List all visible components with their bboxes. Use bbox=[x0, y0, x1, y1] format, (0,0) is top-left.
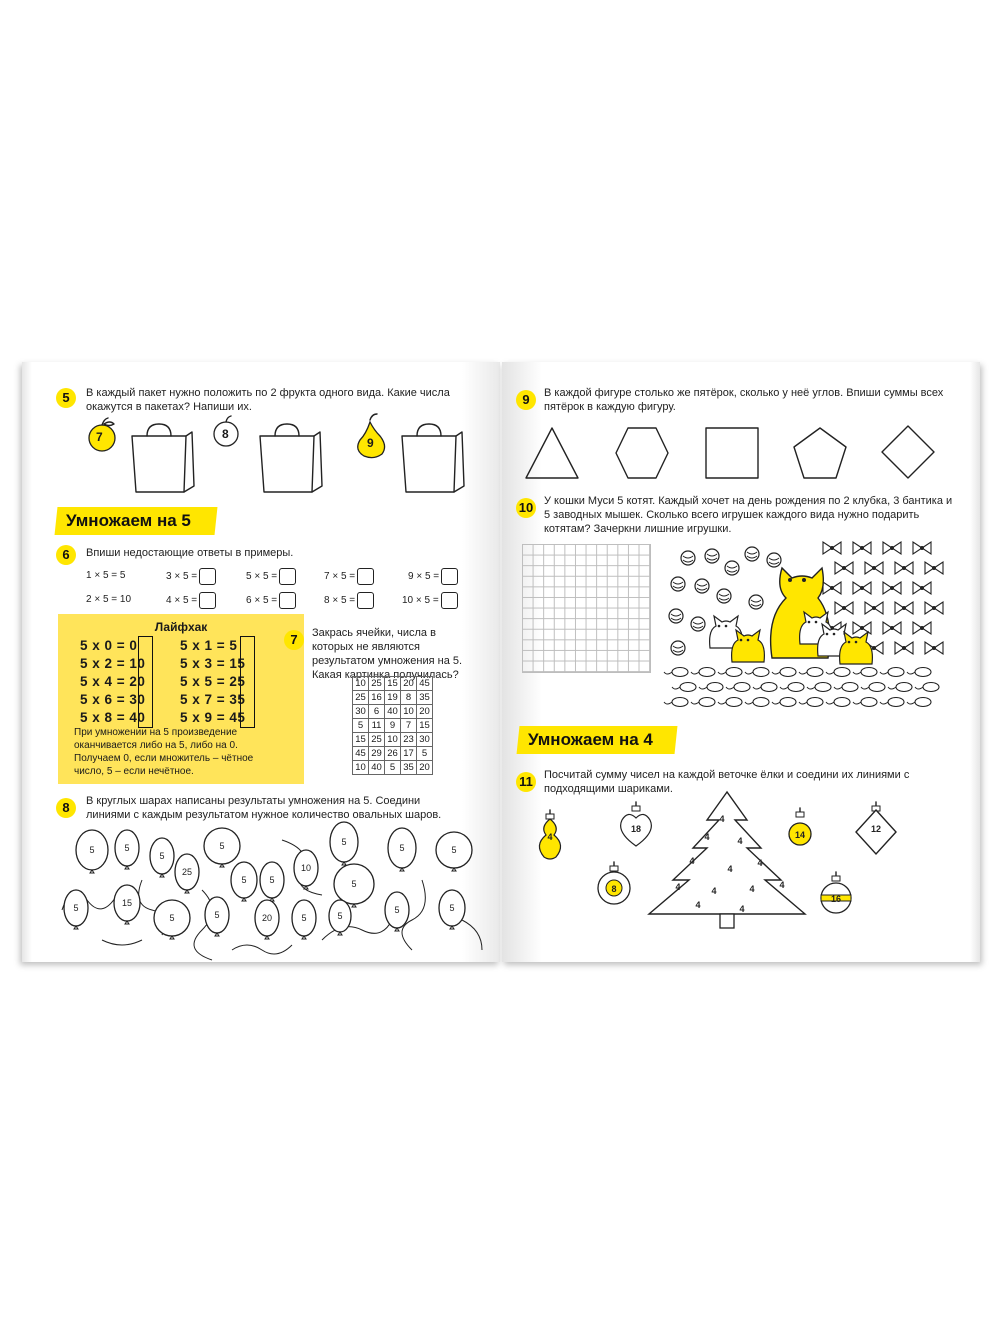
balloon-string bbox=[232, 945, 292, 954]
task-text: Посчитай сумму чисел на каждой веточке ёлки и соедини их линиями с подходящими шариками. bbox=[544, 769, 910, 795]
mouse-icon bbox=[853, 698, 877, 707]
task-number: 5 bbox=[56, 388, 76, 408]
grid-row bbox=[353, 747, 433, 761]
branch-number: 4 bbox=[695, 900, 701, 910]
balloon-number: 5 bbox=[269, 875, 275, 885]
ball-of-yarn-icon bbox=[717, 589, 731, 603]
ornament-number: 4 bbox=[547, 832, 553, 842]
example bbox=[408, 568, 458, 585]
cat-icon bbox=[732, 630, 765, 662]
answer-box[interactable] bbox=[357, 592, 374, 609]
fruit-number: 8 bbox=[222, 427, 229, 441]
answer-box[interactable] bbox=[357, 568, 374, 585]
answer-box[interactable] bbox=[279, 592, 296, 609]
bow-icon bbox=[913, 542, 931, 554]
mouse-icon bbox=[907, 698, 931, 707]
balloon-number: 5 bbox=[351, 879, 357, 889]
mouse-icon bbox=[799, 698, 823, 707]
triangle-shape bbox=[526, 428, 578, 478]
mouse-icon bbox=[664, 698, 688, 707]
branch-number: 4 bbox=[727, 864, 733, 874]
example-text: 8 × 5 = bbox=[324, 595, 356, 607]
example bbox=[246, 592, 296, 609]
bag-icon bbox=[260, 424, 322, 492]
lifehack-row: 5 x 4 = 20 bbox=[80, 674, 146, 689]
mouse-icon bbox=[691, 668, 715, 677]
lifehack-row: 5 x 8 = 40 bbox=[80, 710, 146, 725]
lifehack-row: 5 x 2 = 10 bbox=[80, 656, 146, 671]
balloon-number: 15 bbox=[121, 898, 133, 908]
mouse-icon bbox=[799, 668, 823, 677]
grid-cell[interactable]: 9 bbox=[385, 719, 401, 733]
grid-cell[interactable]: 20 bbox=[401, 677, 417, 691]
grid-row bbox=[353, 705, 433, 719]
bow-icon bbox=[865, 602, 883, 614]
balloon-number: 5 bbox=[337, 911, 343, 921]
example-text: 7 × 5 = bbox=[324, 571, 356, 583]
balloon-string bbox=[462, 920, 482, 950]
task-number: 10 bbox=[516, 498, 536, 518]
branch-number: 4 bbox=[719, 814, 725, 824]
balloon-number: 5 bbox=[451, 845, 457, 855]
branch-number: 4 bbox=[704, 832, 710, 842]
grid-cell[interactable]: 25 bbox=[369, 677, 385, 691]
bow-icon bbox=[883, 582, 901, 594]
grid-cell[interactable]: 11 bbox=[369, 719, 385, 733]
balloon-number: 20 bbox=[261, 913, 273, 923]
bow-icon bbox=[883, 622, 901, 634]
mouse-icon bbox=[826, 698, 850, 707]
mouse-icon bbox=[745, 668, 769, 677]
answer-grid[interactable] bbox=[522, 544, 651, 673]
balloon-number: 5 bbox=[219, 841, 225, 851]
grid-cell[interactable]: 15 bbox=[353, 733, 369, 747]
right-page bbox=[502, 362, 980, 962]
grid-cell[interactable]: 16 bbox=[369, 691, 385, 705]
mouse-icon bbox=[664, 668, 688, 677]
bow-icon bbox=[913, 622, 931, 634]
task-text: У кошки Муси 5 котят. Каждый хочет на день рождения по 2 клубка, 3 бантика и 5 заводных мышек. Сколько всего игрушек каждого вида нужно подарить котятам? Зачеркни лишние игрушки. bbox=[544, 495, 953, 535]
grid-row bbox=[353, 677, 433, 691]
balloon-number: 5 bbox=[399, 843, 405, 853]
grid-cell[interactable]: 5 bbox=[417, 747, 433, 761]
bow-icon bbox=[895, 602, 913, 614]
mouse-icon bbox=[880, 698, 904, 707]
answer-box[interactable] bbox=[441, 568, 458, 585]
grid-cell[interactable]: 26 bbox=[385, 747, 401, 761]
lifehack-row: 5 x 0 = 0 bbox=[80, 638, 138, 653]
task-text: Закрась ячейки, числа в которых не являются результатом умножения на 5. Какая картинка получилась? bbox=[312, 627, 463, 681]
mouse-icon bbox=[780, 683, 804, 692]
example-text: 9 × 5 = bbox=[408, 571, 440, 583]
example-text: 5 × 5 = bbox=[246, 571, 278, 583]
grid-cell[interactable]: 15 bbox=[417, 719, 433, 733]
balloon-number: 10 bbox=[300, 863, 312, 873]
example bbox=[246, 568, 296, 585]
branch-number: 4 bbox=[779, 880, 785, 890]
balloon-number: 5 bbox=[241, 875, 247, 885]
grid-cell[interactable]: 6 bbox=[369, 705, 385, 719]
grid-cell[interactable]: 25 bbox=[353, 691, 369, 705]
task-text: В каждой фигуре столько же пятёрок, сколько у неё углов. Впиши суммы всех пятёрок в каждую фигуру. bbox=[544, 387, 944, 413]
bow-icon bbox=[865, 562, 883, 574]
balloon-number: 5 bbox=[449, 903, 455, 913]
number-grid bbox=[352, 676, 433, 775]
example-text: 1 × 5 = 5 bbox=[86, 570, 126, 581]
grid-cell[interactable]: 19 bbox=[385, 691, 401, 705]
grid-cell[interactable]: 35 bbox=[401, 761, 417, 775]
balloon-number: 5 bbox=[89, 845, 95, 855]
lifehack-row: 5 x 1 = 5 bbox=[180, 638, 238, 653]
hexagon-shape bbox=[616, 428, 668, 478]
ornament-number: 8 bbox=[611, 884, 617, 894]
example-text: 6 × 5 = bbox=[246, 595, 278, 607]
ornament-number: 14 bbox=[794, 830, 806, 840]
grid-cell[interactable]: 35 bbox=[417, 691, 433, 705]
mouse-icon bbox=[861, 683, 885, 692]
branch-number: 4 bbox=[739, 904, 745, 914]
task-text: Впиши недостающие ответы в примеры. bbox=[86, 547, 294, 559]
branch-number: 4 bbox=[757, 858, 763, 868]
mouse-icon bbox=[888, 683, 912, 692]
balloon-number: 5 bbox=[301, 913, 307, 923]
grid-cell[interactable]: 45 bbox=[417, 677, 433, 691]
grid-cell[interactable]: 29 bbox=[369, 747, 385, 761]
balloon-number: 5 bbox=[394, 905, 400, 915]
balloon-number: 5 bbox=[169, 913, 175, 923]
ball-of-yarn-icon bbox=[681, 551, 695, 565]
task-text: В каждый пакет нужно положить по 2 фрукта одного вида. Какие числа окажутся в пакетах? Напиши их. bbox=[86, 387, 450, 413]
mouse-icon bbox=[853, 668, 877, 677]
mouse-icon bbox=[834, 683, 858, 692]
example bbox=[324, 568, 374, 585]
balloon-number: 25 bbox=[181, 867, 193, 877]
example-text: 2 × 5 = 10 bbox=[86, 594, 132, 605]
example bbox=[166, 568, 216, 585]
grid-cell[interactable]: 17 bbox=[401, 747, 417, 761]
grid-cell[interactable]: 10 bbox=[385, 733, 401, 747]
grid-row bbox=[353, 761, 433, 775]
fruits-and-bags-illustration bbox=[22, 362, 500, 502]
mouse-icon bbox=[772, 668, 796, 677]
ornament-number: 16 bbox=[830, 894, 842, 904]
balloon-number: 5 bbox=[159, 851, 165, 861]
grid-cell[interactable]: 10 bbox=[353, 761, 369, 775]
mouse-icon bbox=[772, 698, 796, 707]
grid-cell[interactable]: 5 bbox=[353, 719, 369, 733]
ornament-number: 18 bbox=[630, 824, 642, 834]
branch-number: 4 bbox=[675, 882, 681, 892]
section-banner bbox=[517, 726, 678, 754]
task-number: 11 bbox=[516, 772, 536, 792]
section-title: Умножаем на 4 bbox=[528, 730, 653, 749]
grid-cell[interactable]: 40 bbox=[385, 705, 401, 719]
section-title: Умножаем на 5 bbox=[66, 511, 191, 530]
lifehack-row: 5 x 9 = 45 bbox=[180, 710, 246, 725]
cats-toys-illustration bbox=[662, 538, 962, 718]
mouse-icon bbox=[753, 683, 777, 692]
balloons-illustration bbox=[22, 820, 500, 960]
example bbox=[402, 592, 458, 609]
open-book bbox=[22, 362, 980, 972]
lifehack-row: 5 x 5 = 25 bbox=[180, 674, 246, 689]
lifehack-row: 5 x 6 = 30 bbox=[80, 692, 146, 707]
lifehack-box bbox=[58, 614, 304, 784]
grid-cell[interactable]: 23 bbox=[401, 733, 417, 747]
bow-icon bbox=[883, 542, 901, 554]
bow-icon bbox=[895, 562, 913, 574]
grid-cell[interactable]: 45 bbox=[353, 747, 369, 761]
christmas-tree-icon bbox=[649, 792, 805, 928]
mouse-icon bbox=[915, 683, 939, 692]
answer-box[interactable] bbox=[199, 568, 216, 585]
lifehack-note: При умножении на 5 произведение оканчивается либо на 5, либо на 0. Получаем 0, если множитель – чётное число, 5 – если нечётное. bbox=[74, 727, 254, 777]
lifehack-row: 5 x 7 = 35 bbox=[180, 692, 246, 707]
branch-number: 4 bbox=[689, 856, 695, 866]
bow-icon bbox=[853, 542, 871, 554]
rhombus-shape bbox=[882, 426, 934, 478]
grid-cell[interactable]: 15 bbox=[385, 677, 401, 691]
mouse-icon bbox=[745, 698, 769, 707]
ball-of-yarn-icon bbox=[691, 617, 705, 631]
cat-icon bbox=[840, 632, 873, 664]
ball-of-yarn-icon bbox=[669, 609, 683, 623]
grid-row bbox=[353, 733, 433, 747]
fruit-number: 7 bbox=[96, 430, 103, 444]
lifehack-row: 5 x 3 = 15 bbox=[180, 656, 246, 671]
task-number: 8 bbox=[56, 798, 76, 818]
grid-cell[interactable]: 10 bbox=[401, 705, 417, 719]
ornament-icon bbox=[821, 872, 851, 913]
balloon-number: 5 bbox=[73, 903, 79, 913]
answer-box[interactable] bbox=[441, 592, 458, 609]
grid-cell[interactable]: 20 bbox=[417, 705, 433, 719]
grid-row bbox=[353, 719, 433, 733]
example-text: 10 × 5 = bbox=[402, 595, 439, 607]
bow-icon bbox=[853, 582, 871, 594]
balloon-number: 5 bbox=[214, 910, 220, 920]
task-number: 6 bbox=[56, 545, 76, 565]
branch-number: 4 bbox=[711, 886, 717, 896]
bow-icon bbox=[835, 562, 853, 574]
grid-cell[interactable]: 5 bbox=[385, 761, 401, 775]
grid-cell[interactable]: 25 bbox=[369, 733, 385, 747]
bow-icon bbox=[925, 602, 943, 614]
balloon-string bbox=[102, 940, 142, 945]
bow-icon bbox=[925, 642, 943, 654]
grid-cell[interactable]: 40 bbox=[369, 761, 385, 775]
example-text: 4 × 5 = bbox=[166, 595, 198, 607]
answer-box[interactable] bbox=[279, 568, 296, 585]
bow-icon bbox=[835, 602, 853, 614]
mouse-icon bbox=[718, 668, 742, 677]
mouse-icon bbox=[880, 668, 904, 677]
example-text: 3 × 5 = bbox=[166, 571, 198, 583]
section-banner bbox=[55, 507, 218, 535]
mouse-icon bbox=[718, 698, 742, 707]
mouse-icon bbox=[726, 683, 750, 692]
fruit-number: 9 bbox=[367, 436, 374, 450]
branch-number: 4 bbox=[749, 884, 755, 894]
mouse-icon bbox=[826, 668, 850, 677]
task-number: 9 bbox=[516, 390, 536, 410]
bow-icon bbox=[925, 562, 943, 574]
bow-icon bbox=[895, 642, 913, 654]
mouse-icon bbox=[672, 683, 696, 692]
grid-cell[interactable]: 10 bbox=[353, 677, 369, 691]
square-shape bbox=[706, 428, 758, 478]
balloon-number: 5 bbox=[124, 843, 130, 853]
grid-cell[interactable]: 30 bbox=[353, 705, 369, 719]
christmas-tree-illustration bbox=[502, 792, 980, 942]
mouse-icon bbox=[691, 698, 715, 707]
task-number: 7 bbox=[284, 630, 304, 650]
lifehack-title: Лайфхак bbox=[154, 620, 208, 634]
ball-of-yarn-icon bbox=[767, 553, 781, 567]
shapes-row bbox=[502, 420, 980, 490]
bow-icon bbox=[823, 542, 841, 554]
ball-of-yarn-icon bbox=[705, 549, 719, 563]
branch-number: 4 bbox=[737, 836, 743, 846]
grid-cell[interactable]: 7 bbox=[401, 719, 417, 733]
example bbox=[166, 592, 216, 609]
balloon-number: 5 bbox=[341, 837, 347, 847]
bag-icon bbox=[132, 424, 194, 492]
grid-cell[interactable]: 20 bbox=[417, 761, 433, 775]
mouse-icon bbox=[699, 683, 723, 692]
ornament-number: 12 bbox=[870, 824, 882, 834]
digit-frame bbox=[240, 636, 255, 728]
pentagon-shape bbox=[794, 428, 846, 478]
left-page bbox=[22, 362, 500, 962]
mouse-icon bbox=[907, 668, 931, 677]
ball-of-yarn-icon bbox=[695, 579, 709, 593]
grid-row bbox=[353, 691, 433, 705]
grid-cell[interactable]: 8 bbox=[401, 691, 417, 705]
digit-frame bbox=[138, 636, 153, 728]
ball-of-yarn-icon bbox=[671, 641, 685, 655]
task-text: В круглых шарах написаны результаты умножения на 5. Соедини линиями с каждым результатом нужное количество овальных шаров. bbox=[86, 795, 442, 821]
ball-of-yarn-icon bbox=[671, 577, 685, 591]
ball-of-yarn-icon bbox=[725, 561, 739, 575]
mouse-icon bbox=[807, 683, 831, 692]
bow-icon bbox=[913, 582, 931, 594]
ball-of-yarn-icon bbox=[745, 547, 759, 561]
bow-icon bbox=[823, 582, 841, 594]
answer-box[interactable] bbox=[199, 592, 216, 609]
grid-cell[interactable]: 30 bbox=[417, 733, 433, 747]
example bbox=[324, 592, 374, 609]
ornament-icon bbox=[598, 862, 630, 904]
ball-of-yarn-icon bbox=[749, 595, 763, 609]
bag-icon bbox=[402, 424, 464, 492]
